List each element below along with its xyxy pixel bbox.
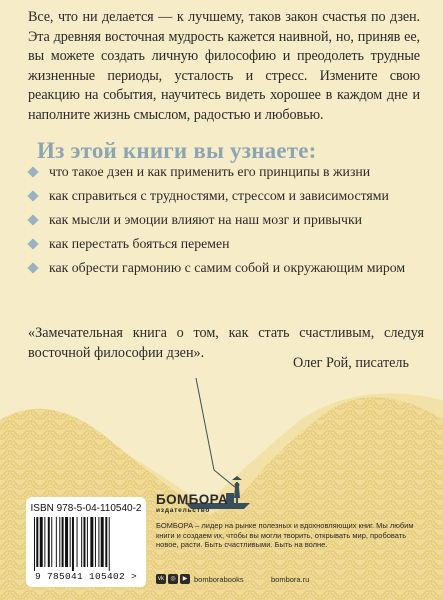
- barcode-bar: [95, 517, 96, 567]
- barcode-bar: [83, 517, 85, 567]
- diamond-bullet-icon: [27, 238, 38, 249]
- barcode-bar: [56, 517, 57, 567]
- review-quote: «Замечательная книга о том, как стать счастливым, следуя восточной философии дзен».: [28, 325, 424, 361]
- barcode-bar: [101, 517, 104, 567]
- isbn-label: ISBN 978-5-04-110540-2: [30, 503, 142, 514]
- diamond-bullet-icon: [27, 166, 38, 177]
- publisher-block: [156, 493, 426, 550]
- barcode-bar: [109, 517, 110, 571]
- barcode-bar: [72, 517, 74, 571]
- barcode-bar: [65, 517, 68, 567]
- instagram-icon[interactable]: ◎: [168, 574, 178, 584]
- barcode-bar: [81, 517, 82, 567]
- barcode-bar: [59, 517, 60, 567]
- barcode-bar: [70, 517, 71, 567]
- website-link[interactable]: bombora.ru: [271, 575, 310, 584]
- list-item: как обрести гармонию с самим собой и окружающим миром: [29, 259, 429, 277]
- vk-icon[interactable]: vk: [158, 576, 164, 582]
- publisher-description: БОМБОРА – лидер на рынке полезных и вдохновляющих книг. Мы любим книги и создаем их, чтобы вы могли творить, открывать мир, пробовать новое, расти. Быть счастливыми. Быть на волне.: [156, 521, 414, 550]
- barcode-bar: [87, 517, 88, 567]
- diamond-bullet-icon: [27, 262, 38, 273]
- intro-paragraph: Все, что ни делается — к лучшему, таков закон счастья по дзен. Эта древняя восточная мудрость кажется наивной, но, приняв ее, вы можете создать личную философию и преодолеть трудные жизненные периоды, усталость и стресс. Измените свою реакцию на события, научитесь видеть хорошее в каждом дне и наполните жизнь смыслом, радостью и любовью.: [28, 9, 420, 123]
- diamond-bullet-icon: [27, 190, 38, 201]
- quote-author: Олег Рой, писатель: [293, 355, 409, 371]
- list-item: что такое дзен и как применить его принципы в жизни: [29, 163, 429, 181]
- barcode-bar: [34, 517, 35, 571]
- barcode-bar: [48, 517, 50, 567]
- barcode-bar: [77, 517, 78, 567]
- barcode-bar: [62, 517, 64, 567]
- barcode-box: [26, 497, 146, 587]
- social-icons: [156, 574, 190, 584]
- barcode-bar: [51, 517, 52, 567]
- barcode-bar: [90, 517, 93, 567]
- publisher-subtitle: издательство: [156, 507, 211, 514]
- barcode-bar: [105, 517, 107, 567]
- barcode-bar: [44, 517, 45, 567]
- diamond-bullet-icon: [27, 214, 38, 225]
- barcode-digits: 9 785041 105402 >: [34, 571, 137, 582]
- youtube-icon[interactable]: ▶: [180, 574, 190, 584]
- social-handle[interactable]: bomborabooks: [194, 575, 244, 584]
- barcode-bar: [36, 517, 38, 567]
- benefits-list: [29, 160, 429, 277]
- section-heading: Из этой книги вы узнаете:: [37, 138, 317, 163]
- publisher-links: [156, 574, 426, 588]
- list-item: как перестать бояться перемен: [29, 235, 429, 253]
- publisher-logo: БОМБОРА: [156, 492, 229, 507]
- list-item: как справиться с трудностями, стрессом и зависимостями: [29, 187, 429, 205]
- barcode-bar: [40, 517, 43, 567]
- barcode-bar: [98, 517, 99, 567]
- list-item: как мысли и эмоции влияют на наш мозг и привычки: [29, 211, 429, 229]
